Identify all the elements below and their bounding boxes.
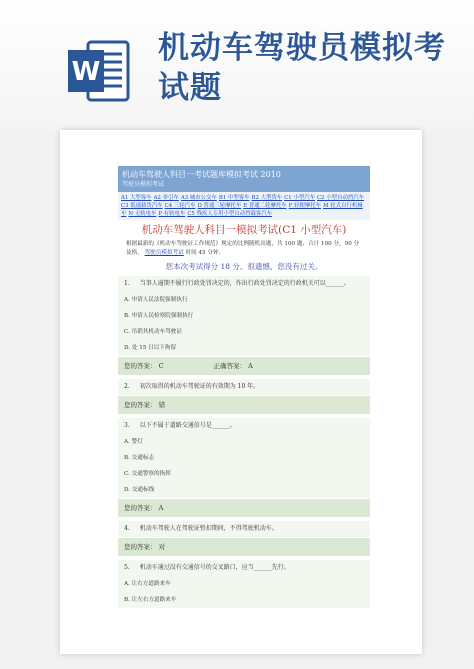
license-class-link[interactable]: A3 城市公交车 bbox=[180, 195, 217, 201]
doc-header-subtitle: 驾驶员模拟考试 bbox=[122, 181, 165, 188]
answer-option[interactable]: B. 申请人民检察院强制执行 bbox=[118, 308, 370, 324]
license-class-link[interactable]: C4 三轮汽车 bbox=[164, 203, 196, 209]
question-number: 5. bbox=[124, 564, 130, 571]
question-text bbox=[118, 521, 370, 537]
exam-info-text: 根据最新的《机动车驾驶证工作规范》规定的比例随机出题，共 100 题，合计 100 分，90 分及格。 bbox=[126, 241, 360, 256]
question-text bbox=[118, 418, 370, 434]
license-class-link[interactable]: P 有轨电车 bbox=[158, 211, 186, 217]
question-number: 2. bbox=[124, 383, 130, 390]
license-class-link[interactable]: C3 低速载货汽车 bbox=[121, 203, 163, 209]
question-body: 当事人逾期不履行行政处罚决定的，作出行政处罚决定的行政机关可以______。 bbox=[139, 280, 350, 287]
correct-answer: 正确答案： A bbox=[213, 362, 253, 370]
question-number: 1. bbox=[124, 280, 130, 287]
question-text bbox=[118, 560, 370, 576]
word-document-icon bbox=[66, 38, 132, 104]
question-body: 机动车驾驶人在驾驶证暂扣期间，不得驾驶机动车。 bbox=[139, 525, 278, 532]
answer-option[interactable]: B. 交通标志 bbox=[118, 450, 370, 466]
answer-option[interactable]: A. 让右方道路来车 bbox=[118, 576, 370, 592]
your-answer: 您的答案： 错 bbox=[124, 401, 166, 409]
score-result: 您本次考试得分 18 分。很遗憾，您没有过关。 bbox=[165, 262, 323, 271]
doc-header bbox=[118, 166, 370, 192]
exam-info bbox=[118, 240, 370, 258]
question-item bbox=[118, 379, 370, 414]
answer-option[interactable]: D. 交通标线 bbox=[118, 482, 370, 498]
license-class-link[interactable]: A1 大型客车 bbox=[121, 195, 152, 201]
license-class-link[interactable]: F 轻便摩托车 bbox=[288, 203, 322, 209]
question-item bbox=[118, 276, 370, 375]
exam-info-link[interactable]: 驾驶员模拟考试 bbox=[144, 250, 184, 256]
exam-info-time: 时间 45 分钟。 bbox=[185, 250, 225, 256]
page-title: 机动车驾驶员模拟考试题 bbox=[158, 30, 446, 106]
question-number: 3. bbox=[124, 422, 130, 429]
question-body: 机动车通过没有交通信号的交叉路口，应当______先行。 bbox=[139, 564, 290, 571]
question-list bbox=[118, 276, 370, 608]
license-class-link[interactable]: B2 大型货车 bbox=[251, 195, 283, 201]
license-class-link[interactable]: N 无轨电车 bbox=[128, 211, 157, 217]
your-answer: 您的答案： C bbox=[124, 362, 164, 370]
answer-option[interactable]: D. 处 15 日以下拘留 bbox=[118, 340, 370, 356]
answer-option[interactable]: C. 交通警察的指挥 bbox=[118, 466, 370, 482]
license-class-link[interactable]: B1 中型客车 bbox=[218, 195, 250, 201]
document-content bbox=[118, 166, 370, 636]
question-item bbox=[118, 418, 370, 517]
answer-option[interactable]: C. 吊销其机动车驾驶证 bbox=[118, 324, 370, 340]
doc-header-title: 机动车驾驶人科目一考试题库模拟考试 2010 bbox=[122, 170, 281, 179]
license-class-link[interactable]: C5 残疾人专用小型自动挡载客汽车 bbox=[187, 211, 273, 217]
answer-option[interactable]: A. 警灯 bbox=[118, 434, 370, 450]
answer-row bbox=[118, 499, 370, 517]
license-class-link[interactable]: M 轮式自行机械车 bbox=[121, 203, 363, 217]
exam-title: 机动车驾驶人科目一模拟考试(C1 小型汽车) bbox=[141, 224, 347, 236]
answer-option[interactable]: A. 申请人民法院强制执行 bbox=[118, 292, 370, 308]
question-text bbox=[118, 379, 370, 395]
question-item bbox=[118, 521, 370, 556]
answer-row bbox=[118, 357, 370, 375]
answer-row bbox=[118, 396, 370, 414]
question-text bbox=[118, 276, 370, 292]
license-class-link[interactable]: C2 小型自动挡汽车 bbox=[317, 195, 365, 201]
question-number: 4. bbox=[124, 525, 130, 532]
question-body: 以下不属于道路交通信号是______。 bbox=[139, 422, 236, 429]
license-class-link[interactable]: C1 小型汽车 bbox=[284, 195, 316, 201]
license-class-link[interactable]: D 普通三轮摩托车 bbox=[197, 203, 242, 209]
answer-row bbox=[118, 538, 370, 556]
license-class-link[interactable]: E 普通二轮摩托车 bbox=[243, 203, 287, 209]
svg-text:W: W bbox=[71, 57, 101, 87]
license-class-links bbox=[118, 192, 370, 220]
your-answer: 您的答案： 对 bbox=[124, 543, 166, 551]
banner bbox=[0, 0, 474, 130]
question-item bbox=[118, 560, 370, 608]
license-class-link[interactable]: A2 牵引车 bbox=[153, 195, 179, 201]
question-body: 初次取得的机动车驾驶证的有效期为 10 年。 bbox=[139, 383, 260, 390]
your-answer: 您的答案： A bbox=[124, 504, 164, 512]
answer-option[interactable]: B. 让左右方道路来车 bbox=[118, 592, 370, 608]
